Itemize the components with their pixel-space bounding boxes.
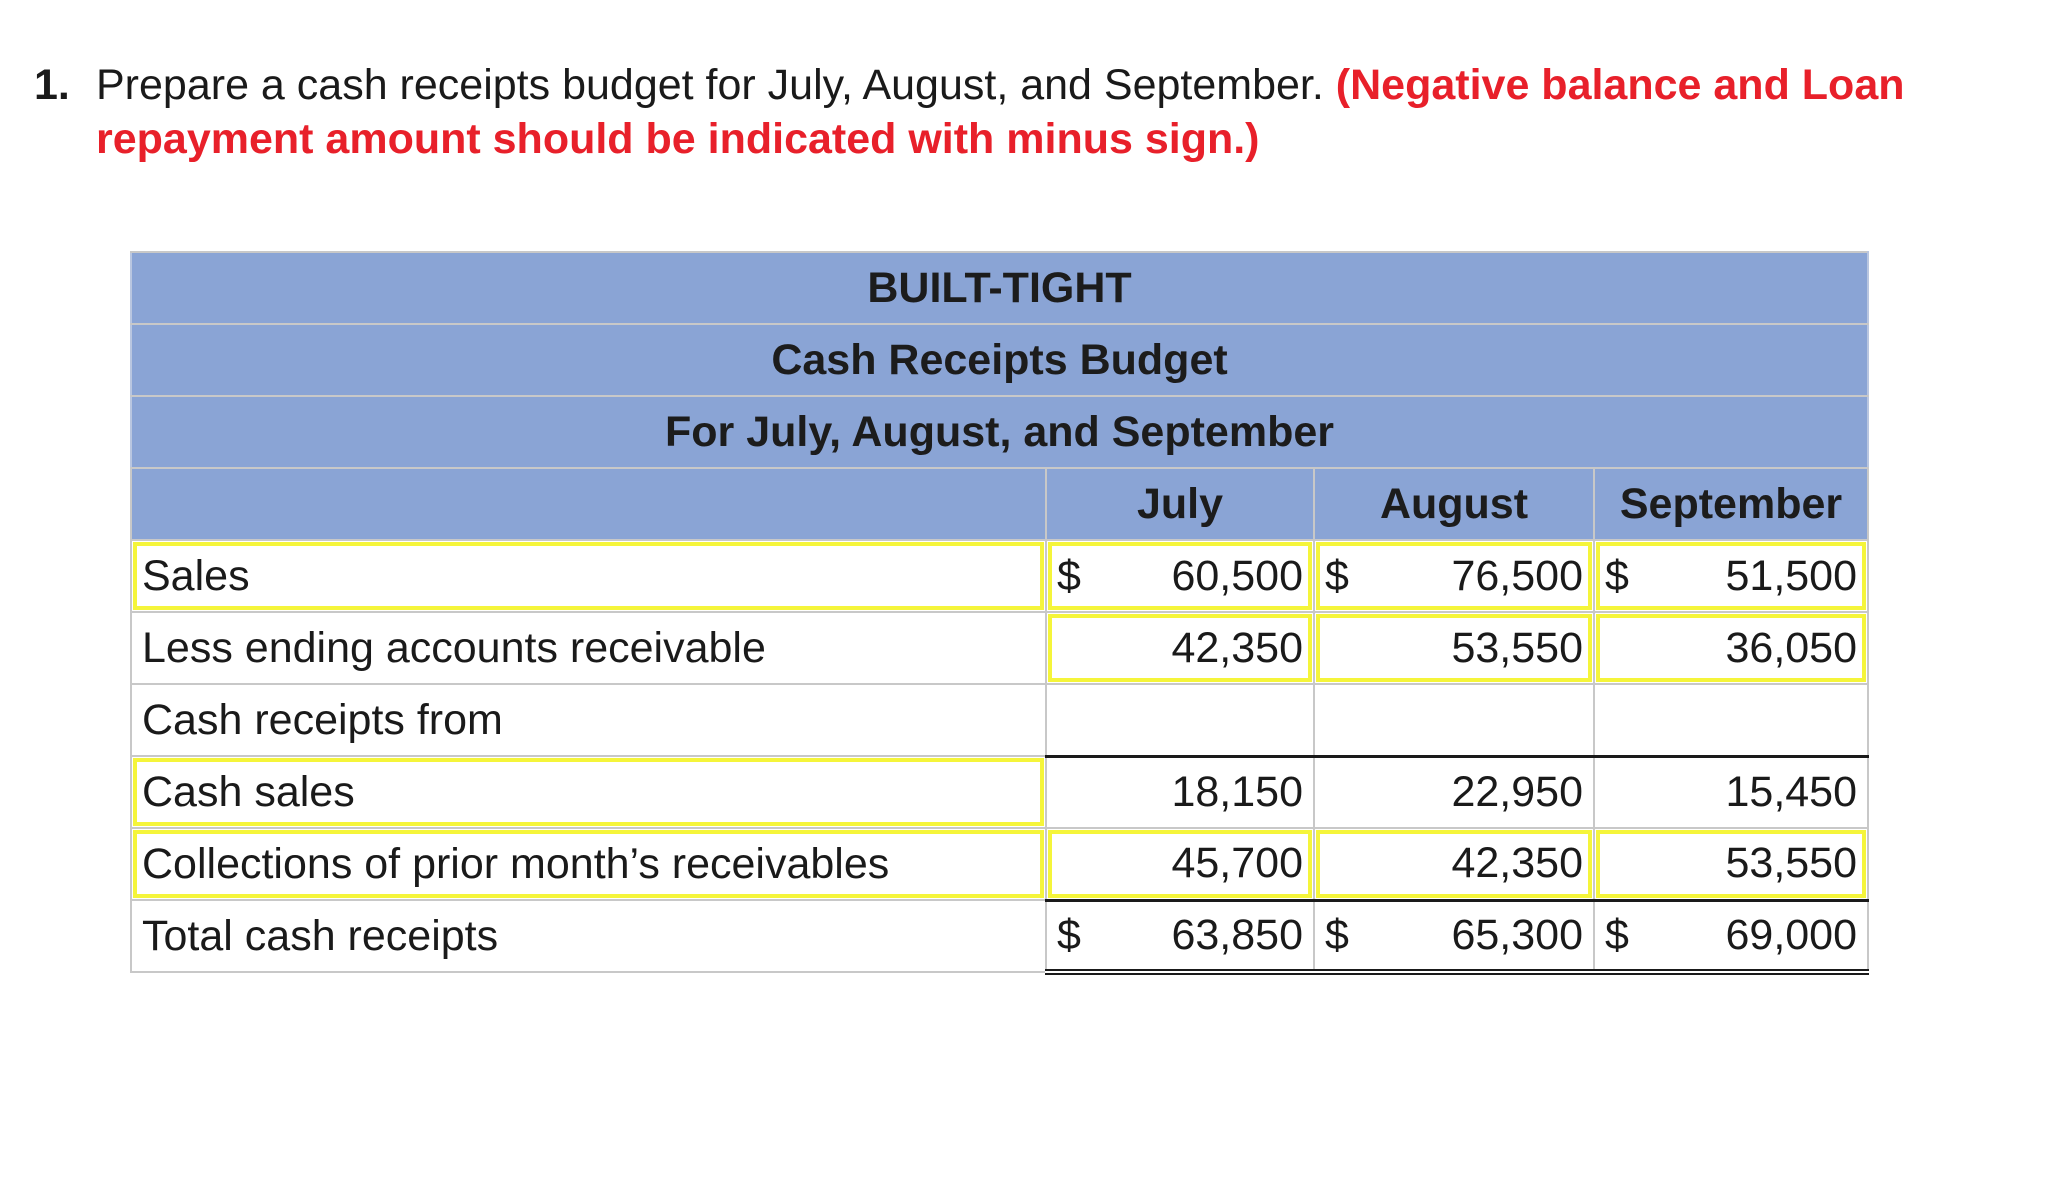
collections-july-input[interactable]: 45,700 xyxy=(1046,828,1314,900)
cell-value: 76,500 xyxy=(1451,551,1583,600)
cell-value: 51,500 xyxy=(1725,551,1858,600)
budget-title: Cash Receipts Budget xyxy=(131,324,1868,396)
question-block xyxy=(34,58,1994,166)
table-row xyxy=(131,540,1868,612)
cash-receipts-budget-table xyxy=(130,251,1869,975)
empty-cell xyxy=(1046,684,1314,756)
row-label-ending-ar: Less ending accounts receivable xyxy=(131,612,1046,684)
currency-symbol: $ xyxy=(1325,551,1349,600)
budget-period: For July, August, and September xyxy=(131,396,1868,468)
title-header-row xyxy=(131,324,1868,396)
question-number: 1. xyxy=(34,61,70,109)
currency-symbol: $ xyxy=(1057,910,1081,959)
cash-sales-july: 18,150 xyxy=(1046,756,1314,828)
total-july xyxy=(1046,900,1314,972)
column-header-row xyxy=(131,468,1868,540)
column-header-blank xyxy=(131,468,1046,540)
total-september xyxy=(1594,900,1868,972)
column-header-july: July xyxy=(1046,468,1314,540)
question-text-block xyxy=(96,58,1994,166)
row-label-cash-sales[interactable]: Cash sales xyxy=(131,756,1046,828)
table-row xyxy=(131,756,1868,828)
collections-august-input[interactable]: 42,350 xyxy=(1314,828,1594,900)
cash-sales-august: 22,950 xyxy=(1314,756,1594,828)
table-row xyxy=(131,684,1868,756)
company-header-row xyxy=(131,252,1868,324)
question-text: Prepare a cash receipts budget for July, August, and September. xyxy=(96,61,1324,109)
row-label-cash-receipts-from: Cash receipts from xyxy=(131,684,1046,756)
cell-value: 60,500 xyxy=(1171,551,1303,600)
currency-symbol: $ xyxy=(1057,551,1081,600)
cash-sales-september: 15,450 xyxy=(1594,756,1868,828)
currency-symbol: $ xyxy=(1605,551,1629,600)
ending-ar-september-input[interactable]: 36,050 xyxy=(1594,612,1868,684)
table-row xyxy=(131,900,1868,972)
period-header-row xyxy=(131,396,1868,468)
company-name: BUILT-TIGHT xyxy=(131,252,1868,324)
cell-value: 69,000 xyxy=(1725,910,1858,959)
column-header-august: August xyxy=(1314,468,1594,540)
ending-ar-july-input[interactable]: 42,350 xyxy=(1046,612,1314,684)
sales-july-input[interactable] xyxy=(1046,540,1314,612)
row-label-collections[interactable]: Collections of prior month’s receivables xyxy=(131,828,1046,900)
question-note: (Negative balance and Loan repayment amount should be indicated with minus sign.) xyxy=(96,61,1905,163)
empty-cell xyxy=(1314,684,1594,756)
row-label-total: Total cash receipts xyxy=(131,900,1046,972)
ending-ar-august-input[interactable]: 53,550 xyxy=(1314,612,1594,684)
currency-symbol: $ xyxy=(1325,910,1349,959)
total-august xyxy=(1314,900,1594,972)
cell-value: 65,300 xyxy=(1451,910,1583,959)
sales-august-input[interactable] xyxy=(1314,540,1594,612)
sales-september-input[interactable] xyxy=(1594,540,1868,612)
table-row xyxy=(131,612,1868,684)
collections-september-input[interactable]: 53,550 xyxy=(1594,828,1868,900)
row-label-sales[interactable]: Sales xyxy=(131,540,1046,612)
currency-symbol: $ xyxy=(1605,910,1629,959)
column-header-september: September xyxy=(1594,468,1868,540)
table-row xyxy=(131,828,1868,900)
cell-value: 63,850 xyxy=(1171,910,1303,959)
empty-cell xyxy=(1594,684,1868,756)
